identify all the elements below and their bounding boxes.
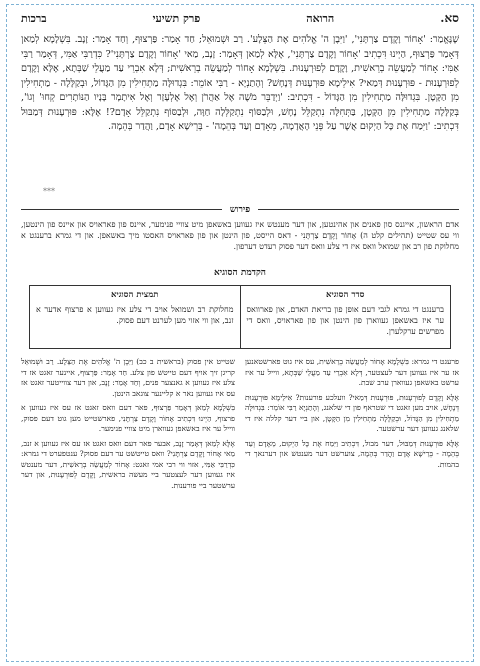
right-header-label: הרואה	[306, 12, 335, 25]
main-paragraph: שֶׁנֶּאֱמַר: 'אָחוֹר וָקֶדֶם צַרְתָּנִי', 'וַיִּבֶן ה' אֱלֹהִים אֶת הַצֵּלָע'. רַב וּשְׁמוּאֵל; חַד אָמַר: פַּרְצוּף, וְחַד אָמַר: זָנָב. בִּשְׁלָמָא לְמַאן דְּאָמַר פַּרְצוּף, הַיְינוּ דִּכְתִיב 'אָחוֹר וָקֶדֶם צַרְתָּנִי', אֶלָּא לְמַאן דְּאָמַר: זָנָב, מַאי 'אָחוֹר וָקֶדֶם צַרְתָּנִי'? כִּדְרַבִּי אַמִּי, דְּאָמַר רַבִּי אַמִּי: אָחוֹר לְמַעֲשֵׂה בְרֵאשִׁית, וָקֶדֶם לְפוּרְעָנוּת. בִּשְׁלָמָא אָחוֹר לְמַעֲשֵׂה בְרֵאשִׁית; דְּלָא אִבְרֵי עַד מַעֲלֵי שַׁבְּתָא, אֶלָּא וָקֶדֶם לְפוּרְעָנוּת - פּוּרְעָנוּת דְּמַאי? אִילֵימָא פּוּרְעָנוּת דְּנָחָשׁ? וְהָתַנְיָא - רַבִּי אוֹמֵר: בִּגְדוּלָּה מַתְחִילִין מִן הַגָּדוֹל, וּבְקַלָּלָה - מַתְחִילִין מִן הַקָּטָן. בִּגְדוּלָּה מַתְחִילִין מִן הַגָּדוֹל - דִּכְתִיב: 'וַיְדַבֵּר מֹשֶׁה אֶל אַהֲרֹן וְאֶל אֶלְעָזָר וְאֶל אִיתָמָר בָּנָיו הַנּוֹתָרִים קְחוּ' וְגוֹ', בְּקַלָּלָה מַתְחִילִין מִן הַקָּטָן, בַּתְּחִלָּה נִתְקַלֵּל נָחָשׁ, וּלְבַסּוֹף נִתְקַלְּלָה חַוָּה, וּלְבַסּוֹף נִתְקַלֵּל אָדָם?! אֶלָּא: פּוּרְעָנוּת דְּמַבּוּל דִּכְתִיב: 'וַיִּמַח אֶת כָּל הַיְקוּם אֲשֶׁר עַל פְּנֵי הָאֲדָמָה, מֵאָדָם וְעַד בְּהֵמָה' - בְּרֵישָׁא אָדָם, וַהֲדַר בְּהֵמָה.	[21, 34, 459, 132]
intro-left-text: מחלוקת רב ושמואל אויב די צלע איז געווען א פרצוף אדער א זנב, און ווי אזוי מען לערנט דעם פסוק.	[36, 305, 234, 325]
explanation-paragraph: בִּשְׁלָמָא לְמַאן דְּאָמַר פַּרְצוּף, פאר דעם וואס זאגט אז עס איז געווען א פרצוף, הַיְינוּ דִּכְתִיב אָחוֹר וָקֶדֶם צַרְתָּנִי, פארשטייט מען גוט דעם פסוק, ווייל ער איז באשאפן געווארן מיט צוויי פנימער.	[21, 403, 235, 433]
intro-left-column	[30, 286, 241, 348]
tractate-label: ברכות	[21, 12, 47, 25]
separator-mark: ***	[43, 187, 55, 196]
intro-box	[29, 285, 451, 349]
explanation-paragraph: אֶלָּא וָקֶדֶם לְפוּרְעָנוּת, פּוּרְעָנוּת דְּמַאי? וועלכע פורענות? אִילֵימָא פּוּרְעָנוּת דְּנָחָשׁ, אויב מען זאגט די שטראף פון די שלאנג, וְהָתַנְיָא רַבִּי אוֹמֵר: בִּגְדוּלָּה מַתְחִילִין מִן הַגָּדוֹל, וּבְקַלָּלָה מַתְחִילִין מִן הַקָּטָן, און ביי דער קללה איז די שלאנג געווען דער ערשטער.	[245, 392, 459, 433]
main-gemara-text	[21, 33, 459, 183]
intro-right-column	[241, 286, 451, 348]
explanation-paragraph: פרעגט די גמרא: בִּשְׁלָמָא אָחוֹר לְמַעֲשֵׂה בְרֵאשִׁית, עס איז גוט פארשטאנען אז ער איז געווען דער לעצטער, דְּלָא אִבְרֵי עַד מַעֲלֵי שַׁבְּתָא, ווייל ער איז ערשט באשאפן געווארן ערב שבת.	[245, 357, 459, 387]
page-frame	[6, 4, 474, 662]
intro-right-text: ברענגט די גמרא לגבי דעם אופן פון בריאת האדם, און פארוואס ער איז באשאפן געווארן פון הינטן און פון פאראויס, וואס די מפרשים ערקלערן.	[246, 305, 444, 336]
explanation-columns	[21, 357, 459, 657]
explanation-paragraph: שטייט אין פסוק (בראשית ב כב) וַיִּבֶן ה' אֱלֹהִים אֶת הַצֵּלָע. רַב וּשְׁמוּאֵל קריגן זיך אויף דעם טייטש פון צלע. חַד אָמַר: פַּרְצוּף, איינער זאגט אז די צלע איז געווען א גאנצער פנים, וְחַד אָמַר: זָנָב, און דער צווייטער זאגט אז עס איז געווען נאר א קליינער צוגאב הינטן.	[21, 357, 235, 398]
commentary-title: פירוש	[229, 204, 251, 215]
intro-right-title: סדר הסוגיא	[326, 290, 365, 300]
intro-left-title: תמצית הסוגיא	[111, 290, 159, 300]
intro-title: הקדמת הסוגיא	[214, 268, 266, 278]
divider-line	[258, 209, 459, 210]
explanation-paragraph: אֶלָּא לְמַאן דְּאָמַר זָנָב, אבער פאר דעם וואס זאגט אז עס איז געווען א זנב, מַאי אָחוֹר וָקֶדֶם צַרְתָּנִי? וואס טייטשט ער דעם פסוק? ענטפערט די גמרא: כִּדְרַבִּי אַמִּי, אזוי ווי רבי אמי זאגט: אָחוֹר לְמַעֲשֵׂה בְרֵאשִׁית, דער מענטש איז געווען דער לעצטער ביי מעשה בראשית, וָקֶדֶם לְפוּרְעָנוּת, און דער ערשטער ביי פורענות.	[21, 438, 235, 490]
commentary-text: אדם הראשון, אייגנס סון פאנים און אהינטען, און דער מענטש איז געווען באשאפן מיט צוויי פנימער, איינס פון פאראויס און איינס פון הינטען, ווי עס שטייט (תהילים קלט ה) אָחוֹר וָקֶדֶם צַרְתָּנִי - דאס הייסט, פון הינטן און פון פאראויס האסטו מיך באשאפן. און די גמרא ברענגט א מחלוקת פון רב און שמואל וואס איז די צלע וואס דער פסוק רעדט דערפון.	[21, 220, 459, 251]
commentary-divider	[21, 201, 459, 217]
divider-line	[21, 209, 222, 210]
chapter-label: פרק תשיעי	[152, 12, 201, 25]
explanation-right-column	[21, 357, 235, 657]
explanation-left-column	[245, 357, 459, 657]
page-header	[21, 11, 459, 29]
explanation-paragraph: אֶלָּא פּוּרְעָנוּת דְּמַבּוּל, דער מבול, דִּכְתִיב וַיִּמַח אֶת כָּל הַיְקוּם, מֵאָדָם וְעַד בְּהֵמָה - בְּרֵישָׁא אָדָם וַהֲדַר בְּהֵמָה, צוערשט דער מענטש און דערנאך די בהמות.	[245, 438, 459, 469]
page-number: סא.	[440, 11, 459, 25]
